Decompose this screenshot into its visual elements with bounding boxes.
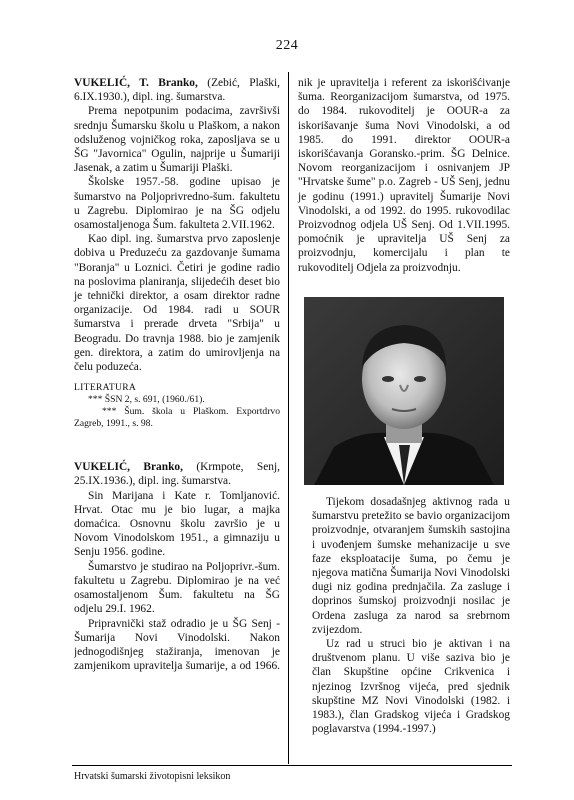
entry1-header-rest: (Zebić, Plaški, 6.IX.1930.), dipl. ing. šumarstva.	[74, 77, 280, 104]
literature-section	[74, 382, 280, 430]
right-column	[298, 76, 510, 275]
entry2-paragraph-3: Pripravnički staž odradio je u ŠG Senj - Šumarija Novi Vinodolski. Nakon jednogodišnjeg stažiranja, imenovan je zamjenikom upravitelja šumarije, a od 1966.	[74, 617, 280, 673]
entry2-heading	[74, 460, 280, 488]
entry1-heading	[74, 76, 280, 104]
literature-heading: LITERATURA	[74, 382, 137, 394]
literature-item: *** Šum. škola u Plaškom. Exportdrvo Zagreb, 1991., s. 98.	[74, 406, 280, 430]
column-divider	[288, 72, 289, 764]
entry1-name: VUKELIĆ, T. Branko,	[74, 77, 198, 89]
entry2-paragraph-1: Sin Marijana i Kate r. Tomljanović. Hrvat. Otac mu je bio lugar, a majka domaćica. Osnovnu školu završio je u Novom Vinodolskom 1951., a gimnaziju u Senju 1956. godine.	[74, 489, 280, 559]
entry2-paragraph-5: Uz rad u struci bio je aktivan i na društvenom planu. U više saziva bio je član Skupštine općine Crikvenica i njezinog Izvršnog vijeća, pred sjednik skupštine MZ Novi Vinodolski (1982. i 1983.), član Gradskog vijeća i Gradskog poglavarstva (1994.-1997.)	[312, 638, 510, 736]
page-number: 224	[275, 38, 299, 53]
entry2-paragraph-4: Tijekom dosadašnjeg aktivnog rada u šumarstvu pretežito se bavio organizacijom proizvodnje, otvaranjem šumskih sastojina i uvođenjem šumske mehanizacije u sve faze eksploatacije šuma, po čemu je njegova matična Šumarija Novi Vinodolski dugi niz godina prednjačila. Za zasluge i doprinos šumskoj proizvodnji nosilac je Ordena zasluga za narod sa srebrnom zvijezdom.	[312, 496, 510, 636]
literature-item: *** ŠSN 2, s. 691, (1960./61).	[88, 394, 205, 406]
entry1-paragraph-2: Školske 1957.-58. godine upisao je šumarstvo na Poljoprivredno-šum. fakultetu u Zagrebu. Diplomirao je na ŠG odjelu osamostaljenoga Šum. fakulteta 2.VII.1962.	[74, 176, 280, 232]
entry2-paragraph-2: Šumarstvo je studirao na Poljoprivr.-šum. fakultetu u Zagrebu. Diplomirao je na već osamostaljenom Šum. fakultetu na ŠG odjelu 29.I. 1962.	[74, 560, 280, 616]
portrait-image	[304, 297, 504, 485]
portrait-photo	[304, 297, 504, 485]
entry2-paragraph-3-continued: nik je upravitelja i referent za iskorišćivanje šuma. Reorganizacijom šumarstva, od 1975. do 1984. rukovoditelj je OOUR-a za iskorišavanje šuma Novi Vinodolski, a od 1985. do 1991. direktor OOUR-a iskorišćavanja Goransko.-prim. ŠG Delnice. Novom reorganizacijom i osnivanjem JP "Hrvatske šume" p.o. Zagreb - UŠ Senj, jednu je godinu (1991.) upravitelj Šumarije Novi Vinodolski, a od 1992. do 1995. rukovodilac Proizvodnog odjela UŠ Senj. Od 1.VII.1995. pomoćnik je upravitelja UŠ Senj za proizvodnju, komercijalu i plan te rukovoditelj Odjela za proizvodnju.	[298, 77, 510, 274]
left-column	[74, 76, 280, 673]
entry1-paragraph-1: Prema nepotpunim podacima, završivši srednju Šumarsku školu u Plaškom, a nakon odsluženog vojničkog roka, zaposljava se u ŠG "Javornica" Ogulin, najprije u Šumariji Jasenak, a zatim u Šumariji Plaški.	[74, 105, 280, 175]
footer-text: Hrvatski šumarski životopisni leksikon	[74, 771, 231, 782]
entry1-paragraph-3: Kao dipl. ing. šumarstva prvo zaposlenje dobiva u Preduzeću za gazdovanje šumama "Boranja" u Loznici. Četiri je godine radio na poslovima planiranja, slijedećih deset bio je tehnički direktor, a osam direktor radne organizacije. Od 1984. radi u SOUR šumarstva i prerade drveta "Srbija" u Beogradu. Do travnja 1988. bio je zamjenik gen. direktora, a zatim do umirovljenja na čelu poduzeća.	[74, 233, 280, 374]
entry2-header-rest: (Krmpote, Senj, 25.IX.1936.), dipl. ing. šumarstva.	[74, 461, 280, 488]
right-column-lower	[312, 495, 510, 736]
entry2-name: VUKELIĆ, Branko,	[74, 461, 183, 474]
footer-rule	[72, 765, 512, 766]
